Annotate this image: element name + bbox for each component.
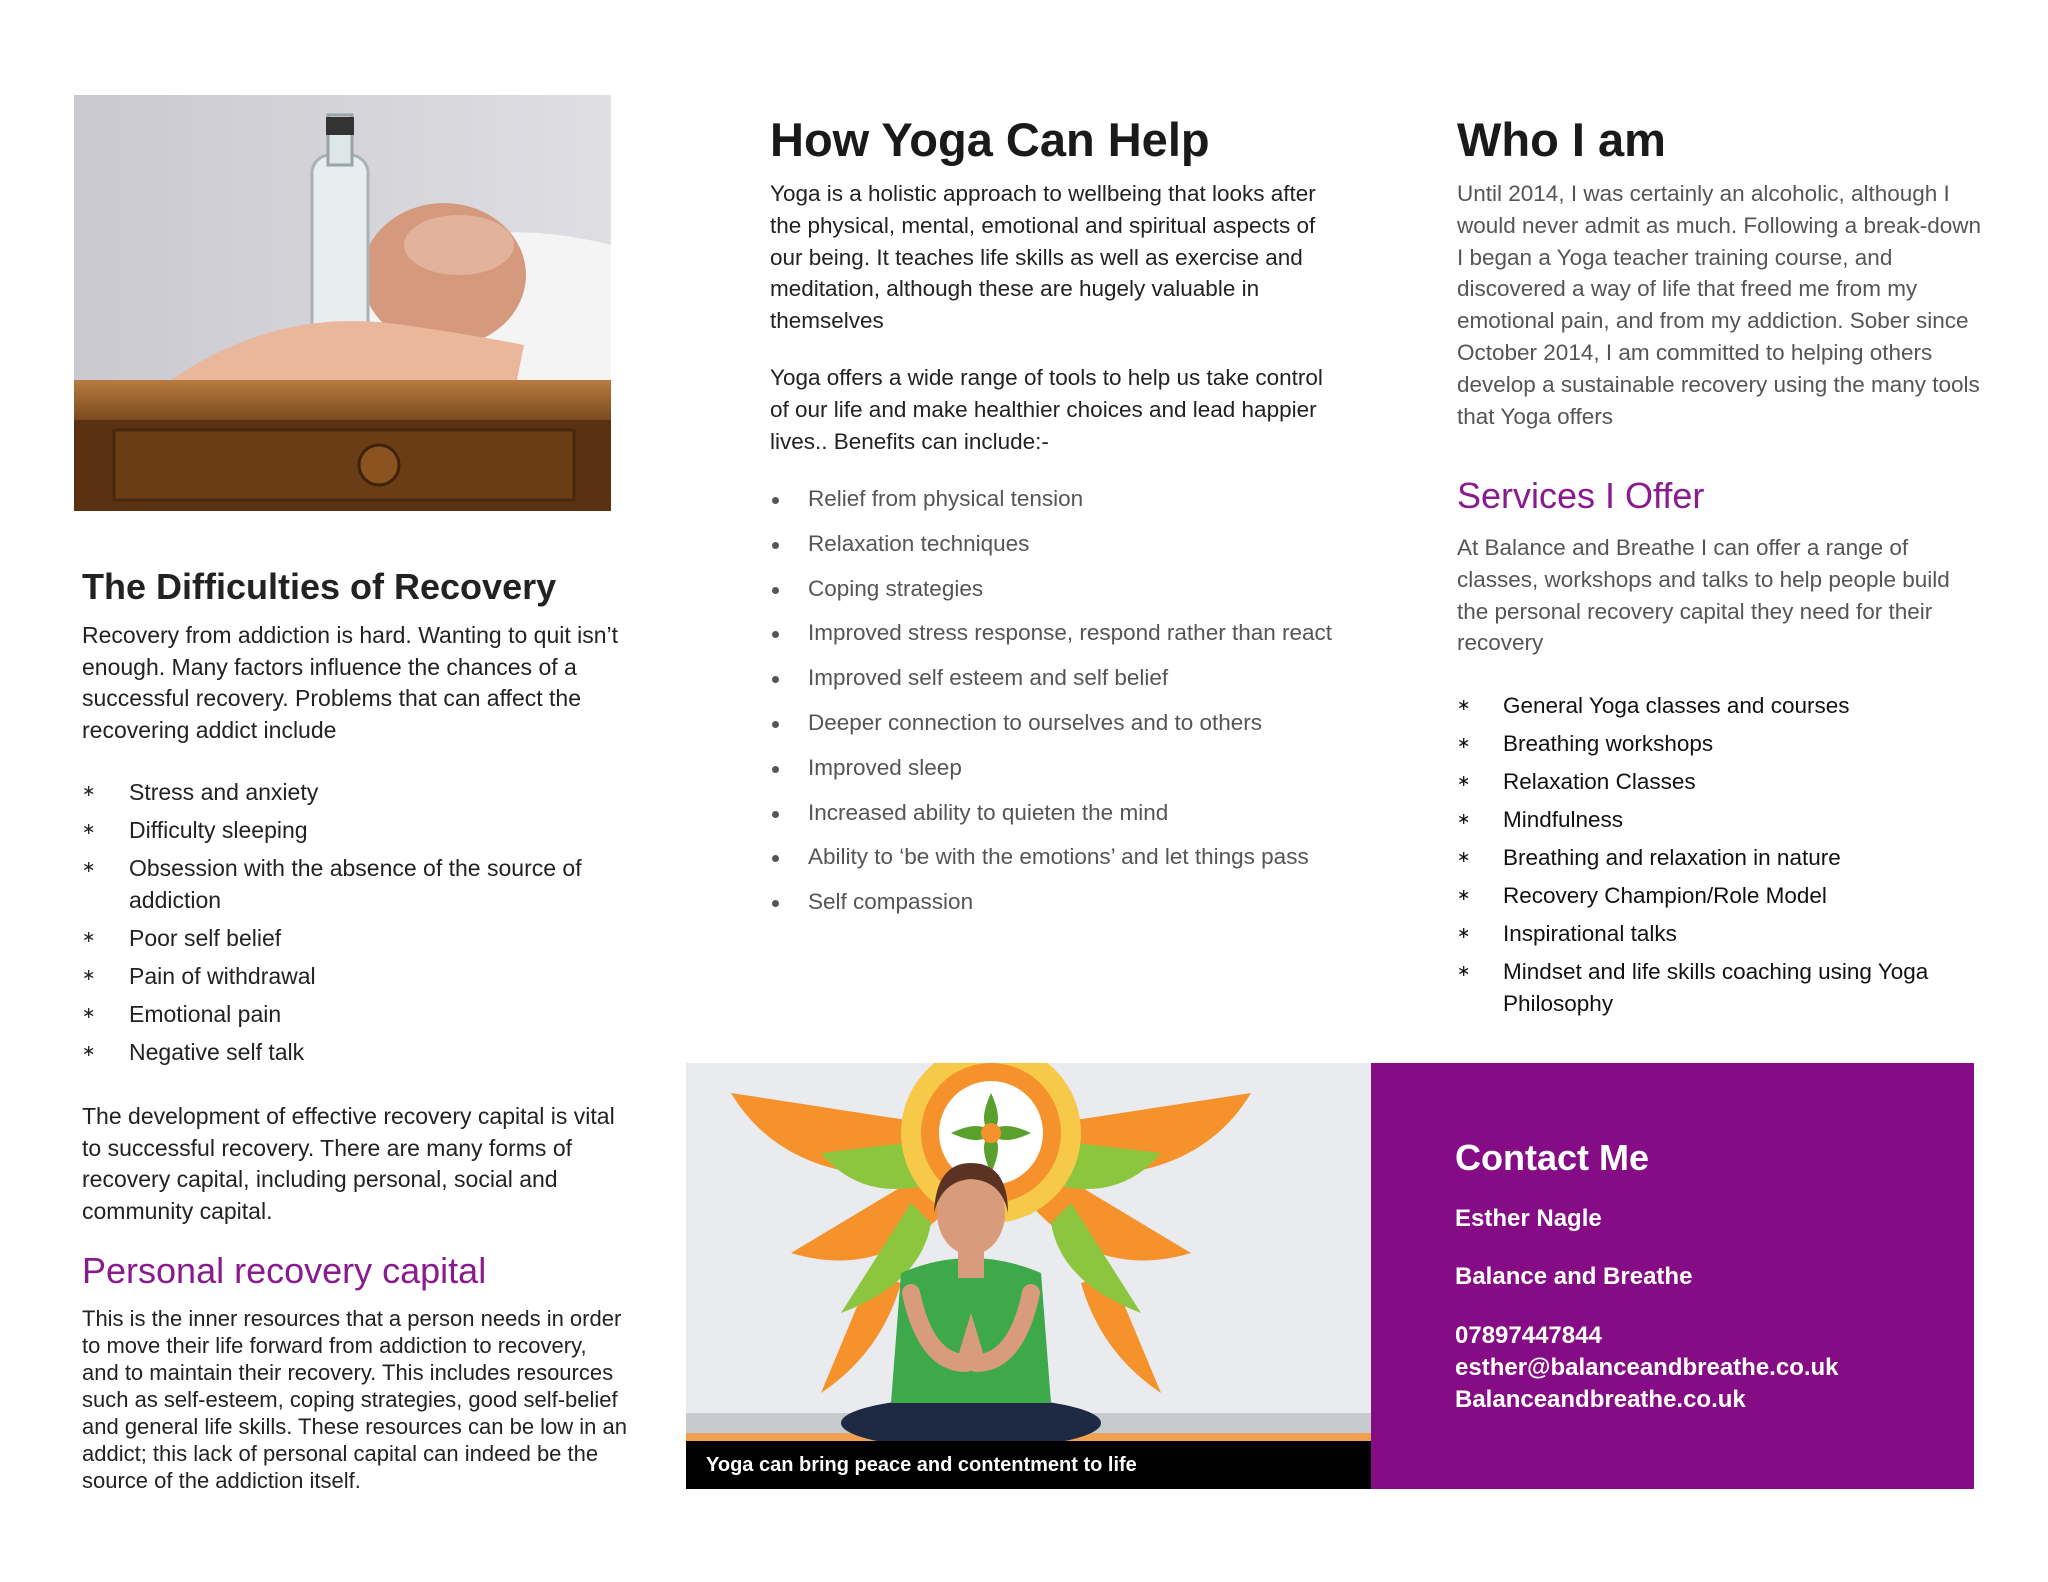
personal-capital-paragraph: This is the inner resources that a person needs in order to move their life forward from addiction to recovery, and to maintain their recovery. This includes resources such as self-esteem, coping strategies, good self-belief and general life skills. These resources can be low in an addict; this lack of personal capital can indeed be the source of the addiction itself. <box>82 1306 628 1493</box>
list-item <box>1457 918 1997 950</box>
list-item: Improved self esteem and self belief <box>770 662 1350 694</box>
list-item: Self compassion <box>770 886 1350 918</box>
list-item <box>82 1036 632 1068</box>
contact-email-link[interactable]: esther@balanceandbreathe.co.uk <box>1455 1354 1839 1381</box>
list-item: Coping strategies <box>770 573 1350 605</box>
contact-heading: Contact Me <box>1455 1137 1650 1178</box>
list-item-text: Breathing and relaxation in nature <box>1503 845 1841 870</box>
list-item-text: Pain of withdrawal <box>129 963 316 989</box>
benefits-list <box>770 483 1350 931</box>
who-i-am-heading: Who I am <box>1457 113 1666 166</box>
asterisk-bullet-icon: ∗ <box>82 859 96 876</box>
list-item: Improved sleep <box>770 752 1350 784</box>
asterisk-bullet-icon: ∗ <box>82 929 96 946</box>
asterisk-bullet-icon: ∗ <box>82 967 96 984</box>
list-item <box>1457 690 1997 722</box>
asterisk-bullet-icon: ∗ <box>1457 735 1471 752</box>
photo-man-slumped-with-bottle <box>74 95 611 511</box>
list-item <box>82 960 632 992</box>
who-i-am-paragraph: Until 2014, I was certainly an alcoholic, although I would never admit as much. Following a break-down I began a Yoga teacher training course, and discovered a way of life that freed me from my emotional pain, and from my addiction. Sober since October 2014, I am committed to helping others develop a sustainable recovery using the many tools that Yoga offers <box>1457 181 1982 429</box>
yoga-intro-paragraph: Yoga is a holistic approach to wellbeing that looks after the physical, mental, emotional and spiritual aspects of our being. It teaches life skills as well as exercise and meditation, although these are hugely valuable in themselves <box>770 181 1316 334</box>
list-item <box>82 814 632 846</box>
asterisk-bullet-icon: ∗ <box>1457 697 1471 714</box>
list-item-text: Stress and anxiety <box>129 779 319 805</box>
asterisk-bullet-icon: ∗ <box>1457 811 1471 828</box>
asterisk-bullet-icon: ∗ <box>82 783 96 800</box>
services-heading: Services I Offer <box>1457 475 1705 516</box>
list-item: Increased ability to quieten the mind <box>770 797 1350 829</box>
list-item: Relaxation techniques <box>770 528 1350 560</box>
personal-capital-heading: Personal recovery capital <box>82 1250 487 1291</box>
yoga-tools-paragraph: Yoga offers a wide range of tools to help us take control of our life and make healthier choices and lead happier lives.. Benefits can include:- <box>770 365 1323 454</box>
how-yoga-can-help-heading: How Yoga Can Help <box>770 113 1210 166</box>
photo-illustration <box>74 95 611 511</box>
photo-caption: Yoga can bring peace and contentment to life <box>686 1441 1371 1489</box>
list-item-text: Obsession with the absence of the source of addiction <box>129 855 582 913</box>
list-item <box>82 776 632 808</box>
yoga-woman-photo <box>686 1063 1371 1489</box>
list-item-text: Mindfulness <box>1503 807 1624 832</box>
list-item-text: Recovery Champion/Role Model <box>1503 883 1827 908</box>
list-item-text: Breathing workshops <box>1503 731 1714 756</box>
difficulties-paragraph: Recovery from addiction is hard. Wanting to quit isn’t enough. Many factors influence the chances of a successful recovery. Problems that can affect the recovering addict include <box>82 622 619 743</box>
contact-business-name: Balance and Breathe <box>1455 1263 1693 1290</box>
list-item <box>1457 956 1997 1020</box>
difficulties-heading: The Difficulties of Recovery <box>82 566 557 607</box>
list-item: Improved stress response, respond rather than react <box>770 617 1350 649</box>
asterisk-bullet-icon: ∗ <box>1457 773 1471 790</box>
services-paragraph: At Balance and Breathe I can offer a range of classes, workshops and talks to help people build the personal recovery capital they need for their recovery <box>1457 535 1950 656</box>
list-item <box>1457 728 1997 760</box>
list-item <box>1457 766 1997 798</box>
list-item-text: Emotional pain <box>129 1001 282 1027</box>
asterisk-bullet-icon: ∗ <box>82 1005 96 1022</box>
list-item <box>1457 880 1997 912</box>
list-item-text: General Yoga classes and courses <box>1503 693 1850 718</box>
list-item <box>1457 804 1997 836</box>
asterisk-bullet-icon: ∗ <box>82 1043 96 1060</box>
list-item: Deeper connection to ourselves and to others <box>770 707 1350 739</box>
list-item-text: Inspirational talks <box>1503 921 1677 946</box>
problems-list <box>82 776 632 1074</box>
list-item <box>82 998 632 1030</box>
services-list <box>1457 690 1997 1026</box>
list-item <box>1457 842 1997 874</box>
asterisk-bullet-icon: ∗ <box>1457 963 1471 980</box>
asterisk-bullet-icon: ∗ <box>1457 887 1471 904</box>
list-item-text: Relaxation Classes <box>1503 769 1696 794</box>
contact-website-link[interactable]: Balanceandbreathe.co.uk <box>1455 1386 1746 1413</box>
list-item-text: Negative self talk <box>129 1039 305 1065</box>
list-item-text: Mindset and life skills coaching using Yoga Philosophy <box>1503 959 1929 1016</box>
list-item: Ability to ‘be with the emotions’ and let things pass <box>770 841 1350 873</box>
list-item <box>82 922 632 954</box>
asterisk-bullet-icon: ∗ <box>82 821 96 838</box>
recovery-capital-paragraph: The development of effective recovery capital is vital to successful recovery. There are many forms of recovery capital, including personal, social and community capital. <box>82 1103 615 1224</box>
contact-phone[interactable]: 07897447844 <box>1455 1322 1602 1349</box>
asterisk-bullet-icon: ∗ <box>1457 849 1471 866</box>
asterisk-bullet-icon: ∗ <box>1457 925 1471 942</box>
list-item-text: Poor self belief <box>129 925 282 951</box>
yoga-mandala-illustration <box>686 1063 1371 1489</box>
contact-name: Esther Nagle <box>1455 1205 1602 1232</box>
list-item: Relief from physical tension <box>770 483 1350 515</box>
list-item-text: Difficulty sleeping <box>129 817 308 843</box>
list-item <box>82 852 632 916</box>
